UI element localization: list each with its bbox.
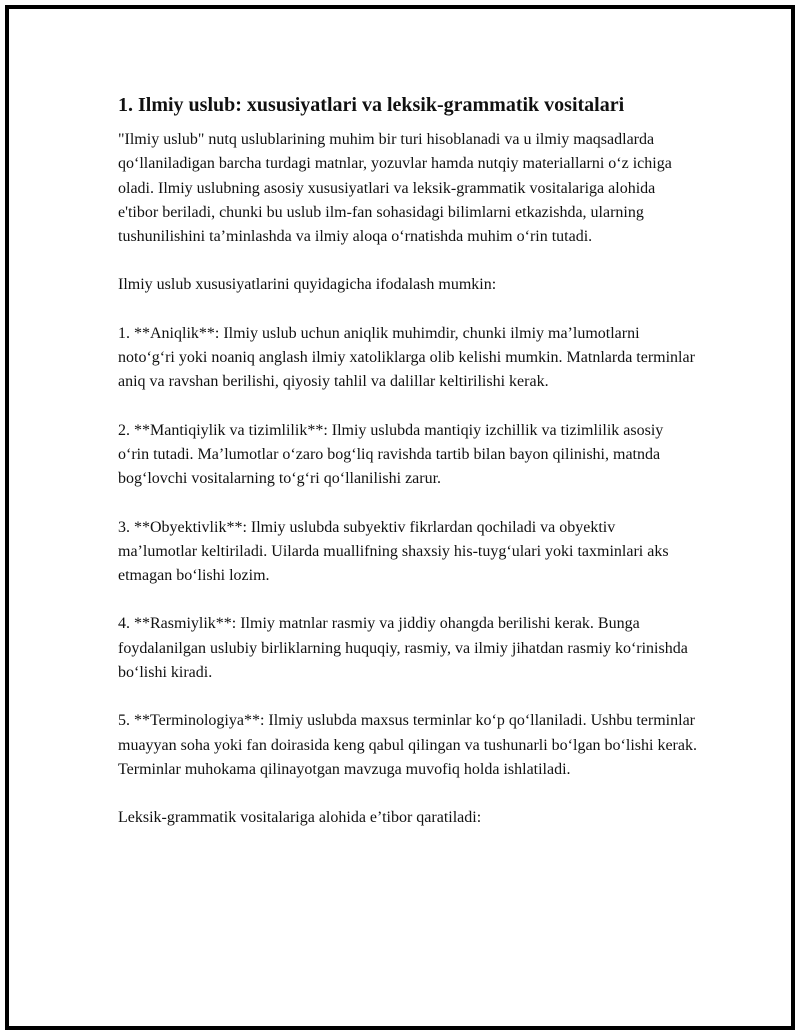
paragraph-terminology: 5. **Terminologiya**: Ilmiy uslubda maxsus terminlar ko‘p qo‘llaniladi. Ushbu terminlar muayyan soha yoki fan doirasida keng qabul qilingan va tushunarli bo‘lgan bo‘lishi kerak. Terminlar muhokama qilinayotgan mavzuga muvofiq holda ishlatiladi. [118,712,697,778]
paragraph-accuracy: 1. **Aniqlik**: Ilmiy uslub uchun aniqlik muhimdir, chunki ilmiy ma’lumotlarni noto‘g‘ri yoki noaniq anglash ilmiy xatoliklarga olib kelishi mumkin. Matnlarda terminlar aniq va ravshan berilishi, qiyosiy tahlil va dalillar keltirilishi kerak. [118,324,695,391]
paragraph-intro: "Ilmiy uslub" nutq uslublarining muhim bir turi hisoblanadi va u ilmiy maqsadlarda qo‘llaniladigan barcha turdagi matnlar, yozuvlar hamda nutqiy materiallarni o‘z ichiga oladi. Ilmiy uslubning asosiy xususiyatlari va leksik-grammatik vositalariga alohida e'tibor beriladi, chunki bu uslub ilm-fan sohasidagi bilimlarni etkazishda, ularning tushunilishini ta’minlashda va ilmiy aloqa o‘rnatishda muhim o‘rin tutadi. [118,131,672,246]
paragraph-objectivity: 3. **Obyektivlik**: Ilmiy uslubda subyektiv fikrlardan qochiladi va obyektiv ma’lumotlar keltiriladi. Uilarda muallifning shaxsiy his-tuyg‘ulari yoki taxminlari aks etmagan bo‘lishi lozim. [118,518,669,585]
paragraph-logic: 2. **Mantiqiylik va tizimlilik**: Ilmiy uslubda mantiqiy izchillik va tizimlilik asosiy o‘rin tutadi. Ma’lumotlar o‘zaro bog‘liq ravishda tartib bilan bayon qilinishi, matnda bog‘lovchi vositalarning to‘g‘ri qo‘llanilishi zarur. [118,421,664,488]
paragraph-formality: 4. **Rasmiylik**: Ilmiy matnlar rasmiy va jiddiy ohangda berilishi kerak. Bunga foydalanilgan uslubiy birliklarning huquqiy, rasmiy, va ilmiy jihatdan rasmiy ko‘rinishda bo‘lishi kiradi. [118,615,688,682]
document-title: 1. Ilmiy uslub: xususiyatlari va leksik-grammatik vositalari [118,94,625,116]
paragraph-lexical-lead: Leksik-grammatik vositalariga alohida e’tibor qaratiladi: [118,809,482,827]
document-body [118,92,698,831]
paragraph-features-lead: Ilmiy uslub xususiyatlarini quyidagicha ifodalash mumkin: [118,276,497,294]
